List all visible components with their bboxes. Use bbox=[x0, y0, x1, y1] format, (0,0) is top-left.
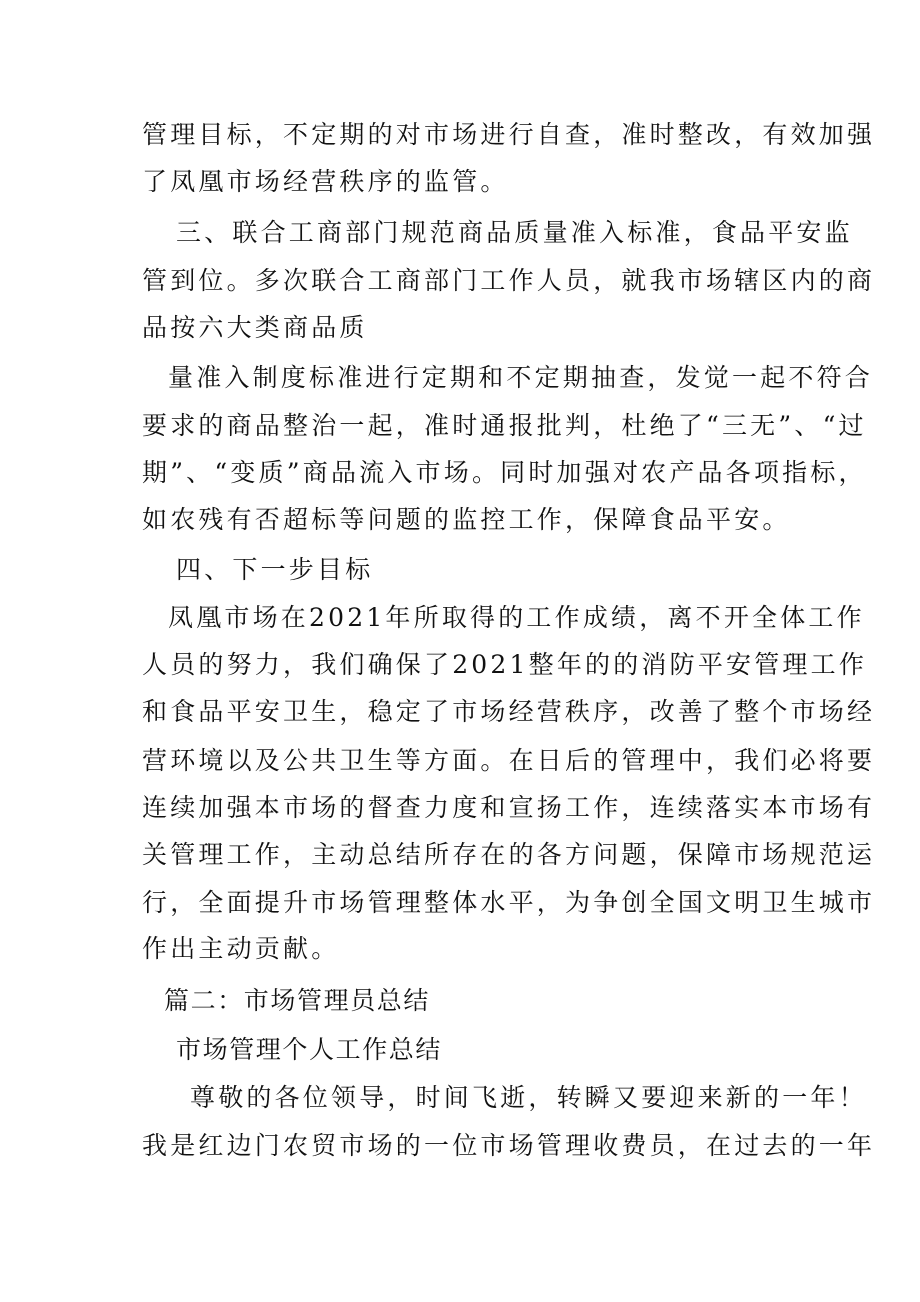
paragraph-line: 如农残有否超标等问题的监控工作，保障食品平安。 bbox=[142, 505, 791, 534]
paragraph-line: 管到位。多次联合工商部门工作人员，就我市场辖区内的商 bbox=[142, 266, 876, 295]
paragraph-line: 尊敬的各位领导，时间飞逝，转瞬又要迎来新的一年！ bbox=[190, 1083, 867, 1112]
paragraph-line: 行，全面提升市场管理整体水平，为争创全国文明卫生城市 bbox=[142, 888, 876, 917]
paragraph-line: 凤凰市场在2021年所取得的工作成绩，离不开全体工作 bbox=[168, 603, 865, 632]
paragraph-line: 和食品平安卫生，稳定了市场经营秩序，改善了整个市场经 bbox=[142, 697, 876, 726]
paragraph-line: 期”、“变质”商品流入市场。同时加强对农产品各项指标， bbox=[142, 458, 867, 487]
paragraph-line: 量准入制度标准进行定期和不定期抽查，发觉一起不符合 bbox=[168, 363, 874, 392]
paragraph-line: 作出主动贡献。 bbox=[142, 934, 340, 963]
paragraph-line: 要求的商品整治一起，准时通报批判，杜绝了“三无”、“过 bbox=[142, 411, 867, 440]
part-two-heading: 篇二：市场管理员总结 bbox=[164, 986, 431, 1015]
paragraph-line: 人员的努力，我们确保了2021整年的的消防平安管理工作 bbox=[142, 650, 868, 679]
summary-title: 市场管理个人工作总结 bbox=[176, 1035, 443, 1064]
section-three-line: 三、联合工商部门规范商品质量准入标准，食品平安监 bbox=[176, 218, 853, 247]
paragraph-line: 连续加强本市场的督查力度和宣扬工作，连续落实本市场有 bbox=[142, 793, 876, 822]
paragraph-line: 管理目标，不定期的对市场进行自查，准时整改，有效加强 bbox=[142, 120, 876, 149]
paragraph-line: 关管理工作，主动总结所存在的各方问题，保障市场规范运 bbox=[142, 840, 876, 869]
paragraph-line: 营环境以及公共卫生等方面。在日后的管理中，我们必将要 bbox=[142, 746, 876, 775]
paragraph-line: 了凤凰市场经营秩序的监管。 bbox=[142, 167, 509, 196]
section-four-heading: 四、下一步目标 bbox=[176, 555, 374, 584]
paragraph-line: 我是红边门农贸市场的一位市场管理收费员，在过去的一年 bbox=[142, 1131, 876, 1160]
paragraph-line: 品按六大类商品质 bbox=[142, 313, 368, 342]
